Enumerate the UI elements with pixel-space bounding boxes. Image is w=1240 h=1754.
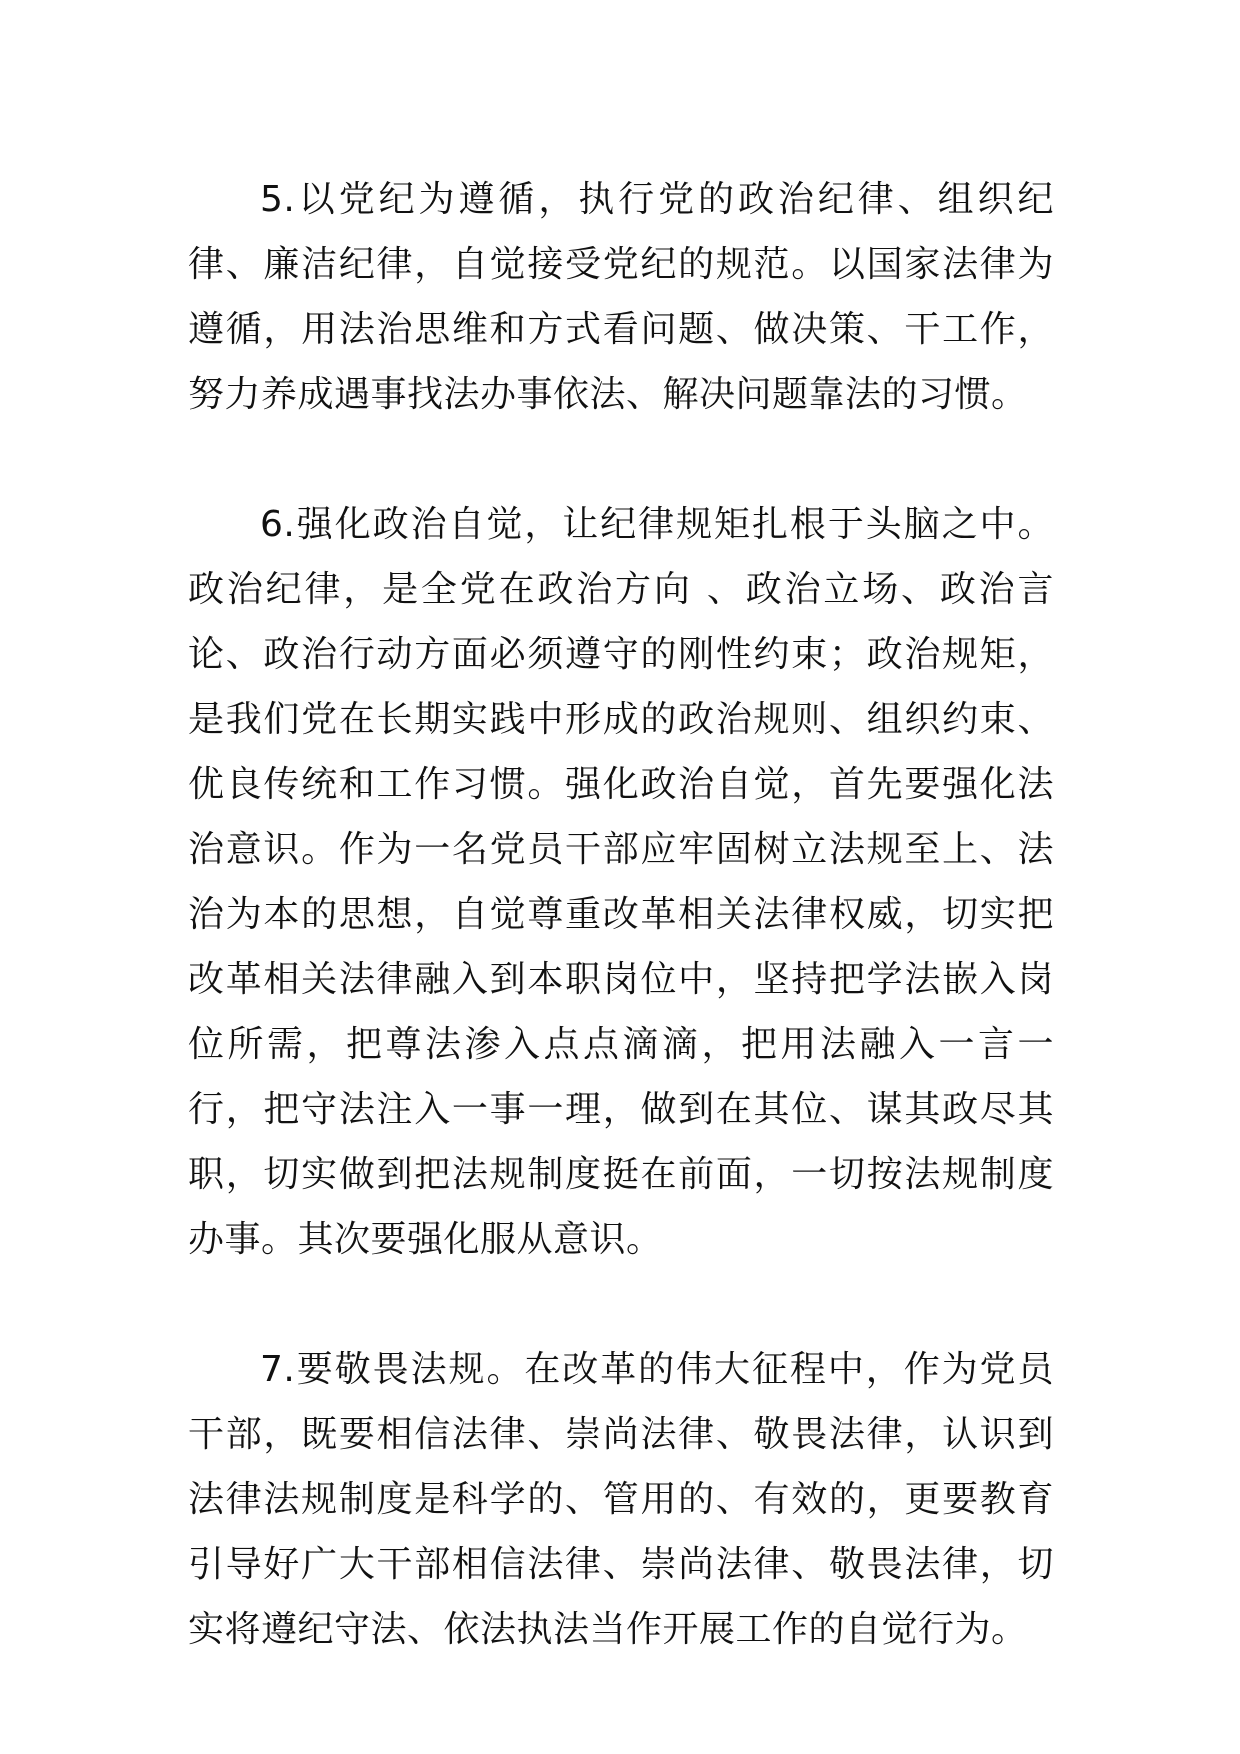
paragraph-7: 7.要敬畏法规。在改革的伟大征程中，作为党员干部，既要相信法律、崇尚法律、敬畏法律，认识到法律法规制度是科学的、管用的、有效的，更要教育引导好广大干部相信法律、崇尚法律、敬畏法律，切实将遵纪守法、依法执法当作开展工作的自觉行为。 [188, 1349, 1054, 1650]
document-body [188, 167, 1054, 1662]
paragraph-6: 6.强化政治自觉，让纪律规矩扎根于头脑之中。政治纪律，是全党在政治方向 、政治立场、政治言论、政治行动方面必须遵守的刚性约束；政治规矩，是我们党在长期实践中形成的政治规则、组织约束、优良传统和工作习惯。强化政治自觉，首先要强化法治意识。作为一名党员干部应牢固树立法规至上、法治为本的思想，自觉尊重改革相关法律权威，切实把改革相关法律融入到本职岗位中，坚持把学法嵌入岗位所需，把尊法渗入点点滴滴，把用法融入一言一行，把守法注入一事一理，做到在其位、谋其政尽其职，切实做到把法规制度挺在前面，一切按法规制度办事。其次要强化服从意识。 [188, 504, 1054, 1260]
paragraph-5: 5.以党纪为遵循，执行党的政治纪律、组织纪律、廉洁纪律，自觉接受党纪的规范。以国家法律为遵循，用法治思维和方式看问题、做决策、干工作，努力养成遇事找法办事依法、解决问题靠法的习惯。 [188, 179, 1054, 415]
